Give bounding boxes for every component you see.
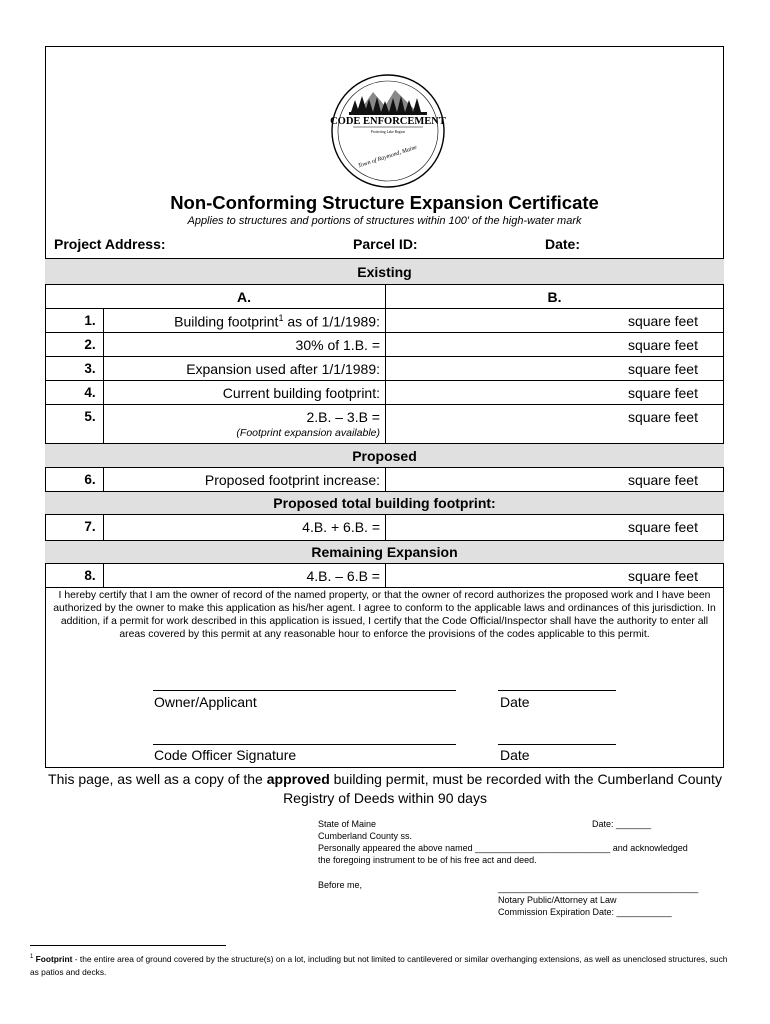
square-feet-field[interactable]: square feet (627, 568, 698, 584)
square-feet-field[interactable]: square feet (627, 472, 698, 488)
owner-date-label: Date (500, 694, 530, 710)
existing-heading: Existing (357, 264, 412, 280)
row-label: 30% of 1.B. = (295, 337, 380, 353)
page-subtitle: Applies to structures and portions of structures within 100' of the high-water mark (187, 215, 582, 227)
owner-signature-line[interactable] (153, 690, 456, 691)
notary-instrument: the foregoing instrument to be of his free act and deed. (318, 855, 537, 865)
date-label: Date: (545, 236, 581, 252)
rule (45, 491, 724, 492)
square-feet-field[interactable]: square feet (627, 361, 698, 377)
square-feet-field[interactable]: square feet (627, 313, 698, 329)
column-divider (385, 563, 386, 587)
row-label: Expansion used after 1/1/1989: (186, 361, 380, 377)
row-number: 1. (84, 313, 96, 328)
footnote-divider (30, 945, 226, 946)
column-divider (385, 284, 386, 443)
officer-date-label: Date (500, 747, 530, 763)
rule (45, 443, 724, 444)
logo-text: CODE ENFORCEMENT (330, 116, 446, 127)
proposed-heading: Proposed (352, 448, 417, 464)
recording-instructions: This page, as well as a copy of the approved building permit, must be recorded with the Cumberland County Registry of Deeds within 90 days (48, 771, 722, 806)
row-note: (Footprint expansion available) (236, 427, 380, 439)
rule (45, 258, 724, 259)
square-feet-field[interactable]: square feet (627, 519, 698, 535)
notary-date: Date: _______ (592, 819, 652, 829)
remaining-heading: Remaining Expansion (311, 544, 458, 560)
row-number: 3. (84, 361, 96, 376)
row-number: 2. (84, 337, 96, 352)
row-number: 6. (84, 472, 96, 487)
square-feet-field[interactable]: square feet (627, 409, 698, 425)
notary-county: Cumberland County ss. (318, 831, 413, 841)
row-number: 4. (84, 385, 96, 400)
column-b-heading: B. (547, 289, 562, 305)
officer-date-line[interactable] (498, 744, 616, 745)
row-label: Current building footprint: (222, 385, 380, 401)
certification-text: I hereby certify that I am the owner of record of the named property, or that the owner of record authorizes the proposed work and I have been authorized by the owner to make this application as his/her agent. I agree to conform to the applicable laws and ordinances of this jurisdiction. In addition, if a permit for work described in this application is issued, I certify that the Code Official/Inspector shall have the authority to enter all areas covered by this permit at any reasonable hour to enforce the provisions of the codes applicable to this permit. (53, 590, 716, 640)
notary-title: Notary Public/Attorney at Law (498, 895, 617, 905)
notary-state: State of Maine (318, 819, 377, 829)
logo-ring-text: Town of Raymond, Maine (357, 144, 418, 170)
logo-tagline: Protecting Lake Region (370, 130, 406, 134)
row-number: 7. (84, 519, 96, 534)
code-enforcement-logo (329, 72, 447, 190)
row-number: 8. (84, 568, 96, 583)
row-label: 2.B. – 3.B = (306, 409, 380, 425)
owner-date-line[interactable] (498, 690, 616, 691)
notary-expiration: Commission Expiration Date: ___________ (498, 907, 672, 917)
notary-appeared: Personally appeared the above named ___________________________ and acknowledged (318, 843, 688, 853)
row-label: Building footprint$^1$ as of 1/1/1989: (174, 313, 380, 330)
column-divider (385, 467, 386, 491)
row-label: 4.B. + 6.B. = (302, 519, 380, 535)
footnote: $^1$ Footprint - the entire area of ground covered by the structure(s) on a lot, including but not limited to cantilevered or similar overhanging extensions, as well as unenclosed structures, such as patios and decks. (30, 953, 728, 977)
square-feet-field[interactable]: square feet (627, 337, 698, 353)
rule (45, 540, 724, 541)
square-feet-field[interactable]: square feet (627, 385, 698, 401)
notary-signature-line[interactable]: ________________________________________ (498, 883, 699, 893)
project-address-label: Project Address: (54, 236, 166, 252)
column-divider (385, 514, 386, 540)
row-label: 4.B. – 6.B = (306, 568, 380, 584)
notary-before-me: Before me, (318, 880, 363, 890)
rule (45, 587, 724, 588)
officer-signature-line[interactable] (153, 744, 456, 745)
page-title: Non-Conforming Structure Expansion Certificate (170, 192, 599, 213)
row-label: Proposed footprint increase: (204, 472, 380, 488)
row-number: 5. (84, 409, 96, 424)
column-a-heading: A. (237, 289, 251, 305)
parcel-id-label: Parcel ID: (353, 236, 418, 252)
owner-signature-label: Owner/Applicant (154, 694, 257, 710)
officer-signature-label: Code Officer Signature (154, 747, 297, 763)
proposed-total-heading: Proposed total building footprint: (273, 495, 496, 511)
